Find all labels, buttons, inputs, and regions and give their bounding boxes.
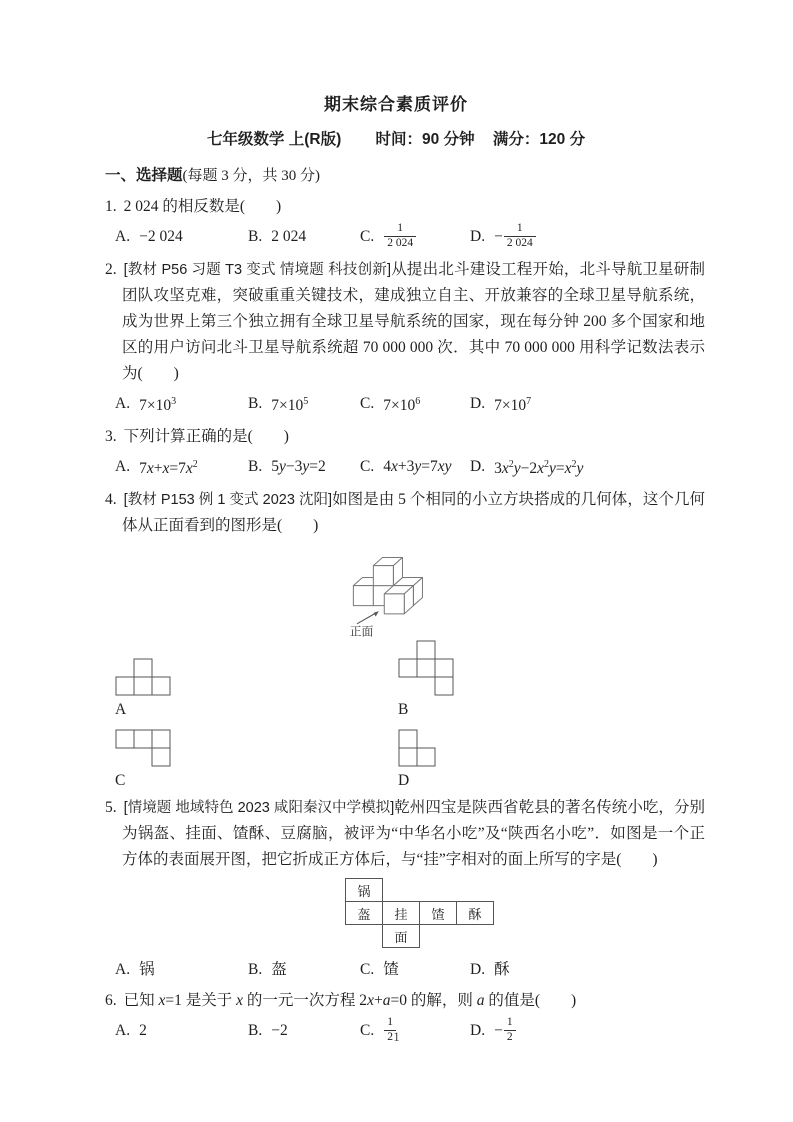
question-2-number: 2.: [105, 260, 117, 278]
net-cell: 酥: [456, 901, 494, 925]
q2-option-b-label: B.: [248, 394, 263, 412]
cube-net-figure: [345, 878, 497, 949]
q4-option-c-letter: C: [115, 772, 126, 790]
net-cell: 锅: [345, 878, 383, 902]
front-view-arrow: [357, 611, 379, 624]
question-4-text: 如图是由 5 个相同的小立方块搭成的几何体，这个几何体从正面看到的图形是( ): [122, 490, 705, 534]
question-1: [105, 194, 705, 220]
question-1-options: [105, 222, 705, 251]
fraction-numerator: 1: [397, 222, 404, 234]
q1-option-c: [360, 222, 470, 251]
q3-option-c-label: C.: [360, 457, 375, 475]
fraction-denominator: 2: [504, 1030, 516, 1045]
question-2-options: [105, 389, 705, 418]
q1-option-a: [115, 224, 248, 249]
fraction-numerator: 1: [387, 1016, 393, 1029]
q6-option-d-sign: −: [494, 1022, 503, 1040]
q3-option-d-value: $3x^2y-2x^2y=x^2y$: [494, 458, 584, 477]
q3-option-a-label: A.: [115, 457, 131, 475]
q3-option-b-label: B.: [248, 457, 263, 475]
q1-option-d-sign: −: [494, 227, 503, 245]
front-view-option-d-figure: [398, 729, 436, 767]
question-2-text: 从提出北斗建设工程开始，北斗导航卫星研制团队攻坚克难，突破重重关键技术，建成独立自主、开放兼容的全球卫星导航系统，成为世界上第三个独立拥有全球卫星导航系统的国家，现在每分钟 200 多个国家和地区的用户访问北斗卫星导航系统超 70 000 000 次．其中 70 000 000 用科学记数法表示为( ): [122, 260, 705, 382]
exam-meta: [87, 127, 705, 149]
q5-option-d: [470, 957, 705, 982]
q5-option-b: [248, 957, 360, 982]
fraction-numerator: 1: [506, 1016, 513, 1029]
q6-option-b-label: B.: [248, 1022, 263, 1040]
q6-option-c-label: C.: [360, 1022, 375, 1040]
fraction-denominator: 2: [384, 1030, 396, 1045]
q1-option-b-value: 2 024: [271, 227, 307, 245]
question-5: [105, 795, 705, 873]
q4-option-b-letter: B: [398, 701, 409, 719]
q2-option-b-value: $7\times 10^5$: [271, 395, 309, 414]
q1-option-b-label: B.: [248, 227, 263, 245]
question-5-number: 5.: [105, 799, 117, 817]
q3-option-b-value: 5y−3y=2: [271, 457, 326, 475]
q3-option-b: [248, 454, 360, 479]
net-cell: 馇: [419, 901, 457, 925]
front-view-option-a-figure: [115, 658, 171, 696]
section-title: 一、选择题: [105, 167, 183, 184]
q1-option-d-label: D.: [470, 227, 486, 245]
q4-option-a-letter: A: [115, 701, 127, 719]
q5-option-a-label: A.: [115, 961, 131, 979]
question-6-text: 已知 x=1 是关于 x 的一元一次方程 2x+a=0 的解，则 a 的值是( ): [123, 992, 577, 1010]
fraction-numerator: 1: [516, 222, 523, 234]
q3-option-a: [115, 452, 248, 481]
page-number: 1: [393, 1030, 400, 1044]
net-cell: 盔: [345, 901, 383, 925]
q6-option-d-label: D.: [470, 1022, 486, 1040]
section-choice-header: [105, 163, 705, 185]
question-1-number: 1.: [105, 198, 117, 215]
page-title: 期末综合素质评价: [324, 95, 468, 114]
q4-option-c: [115, 729, 398, 789]
q2-option-a-value: $7\times 10^3$: [139, 395, 177, 414]
q2-option-a: [115, 389, 248, 418]
question-2: [105, 257, 705, 387]
q3-option-d-label: D.: [470, 457, 486, 475]
question-5-tag: [情境题 地域特色 2023 咸阳秦汉中学模拟]: [123, 800, 395, 817]
front-view-option-b-figure: [398, 640, 454, 696]
q2-option-d: [470, 389, 705, 418]
q5-option-d-label: D.: [470, 961, 486, 979]
exam-time: 时间：90 分钟: [375, 131, 475, 148]
front-view-option-c-figure: [115, 729, 171, 767]
fraction-denominator: 2 024: [504, 236, 536, 251]
q3-option-a-value: $7x+x=7x^2$: [139, 458, 198, 477]
cube-stack-figure: [337, 542, 437, 638]
front-view-label: 正面: [349, 624, 374, 639]
q6-option-a-label: A.: [115, 1022, 131, 1040]
q1-option-a-value: −2 024: [139, 227, 183, 245]
q1-option-c-fraction: [384, 222, 416, 251]
question-3-number: 3.: [105, 427, 117, 445]
q2-option-c-value: $7\times 10^6$: [383, 395, 421, 414]
q4-option-a: [115, 640, 398, 718]
q2-option-d-value: $7\times 10^7$: [494, 395, 532, 414]
question-4-tag: [教材 P153 例 1 变式 2023 沈阳]: [123, 491, 333, 508]
q4-option-b: [398, 640, 705, 718]
question-4-figure-options: [105, 640, 705, 789]
q5-option-c-value: 馇: [383, 961, 399, 979]
q6-option-a-value: 2: [139, 1022, 147, 1040]
q3-option-d: [470, 452, 705, 481]
q3-option-c-value: 4x+3y=7xy: [383, 457, 452, 475]
q5-option-d-value: 酥: [494, 961, 510, 979]
question-2-tag: [教材 P56 习题 T3 变式 情境题 科技创新]: [123, 261, 392, 278]
q2-option-d-label: D.: [470, 394, 486, 412]
q4-option-d: [398, 729, 705, 789]
q1-option-c-label: C.: [360, 227, 375, 245]
question-6: [105, 988, 705, 1014]
question-6-number: 6.: [105, 992, 117, 1010]
q5-option-a-value: 锅: [139, 961, 155, 979]
question-3: [105, 424, 705, 450]
question-3-options: [105, 452, 705, 481]
question-5-options: [105, 957, 705, 982]
q2-option-c: [360, 389, 470, 418]
q1-option-a-label: A.: [115, 227, 131, 245]
question-1-text: 2 024 的相反数是( ): [123, 198, 282, 215]
q5-option-c: [360, 957, 470, 982]
q1-option-d-fraction: [504, 222, 536, 251]
q3-option-c: [360, 454, 470, 479]
fraction-denominator: 2 024: [384, 236, 416, 251]
q2-option-a-label: A.: [115, 394, 131, 412]
exam-course: 七年级数学 上(R版): [206, 131, 342, 148]
q2-option-b: [248, 389, 360, 418]
net-cell: 挂: [382, 901, 420, 925]
q5-option-a: [115, 957, 248, 982]
exam-score: 满分：120 分: [492, 131, 586, 148]
question-4: [105, 487, 705, 539]
q2-option-c-label: C.: [360, 394, 375, 412]
q5-option-b-value: 盔: [271, 961, 287, 979]
q1-option-b: [248, 224, 360, 249]
question-5-text: 乾州四宝是陕西省乾县的著名传统小吃，分别为锅盔、挂面、馇酥、豆腐脑，被评为“中华名小吃”及“陕西名小吃”．如图是一个正方体的表面展开图，把它折成正方体后，与“挂”字相对的面上所写的字是( ): [122, 799, 705, 869]
q6-option-b-value: −2: [271, 1022, 288, 1040]
section-note: (每题 3 分，共 30 分): [182, 168, 321, 184]
q5-option-c-label: C.: [360, 961, 375, 979]
q1-option-d: [470, 222, 705, 251]
question-4-number: 4.: [105, 490, 117, 508]
q4-option-d-letter: D: [398, 772, 410, 790]
net-cell: 面: [382, 924, 420, 948]
q5-option-b-label: B.: [248, 961, 263, 979]
question-3-text: 下列计算正确的是( ): [123, 427, 289, 445]
